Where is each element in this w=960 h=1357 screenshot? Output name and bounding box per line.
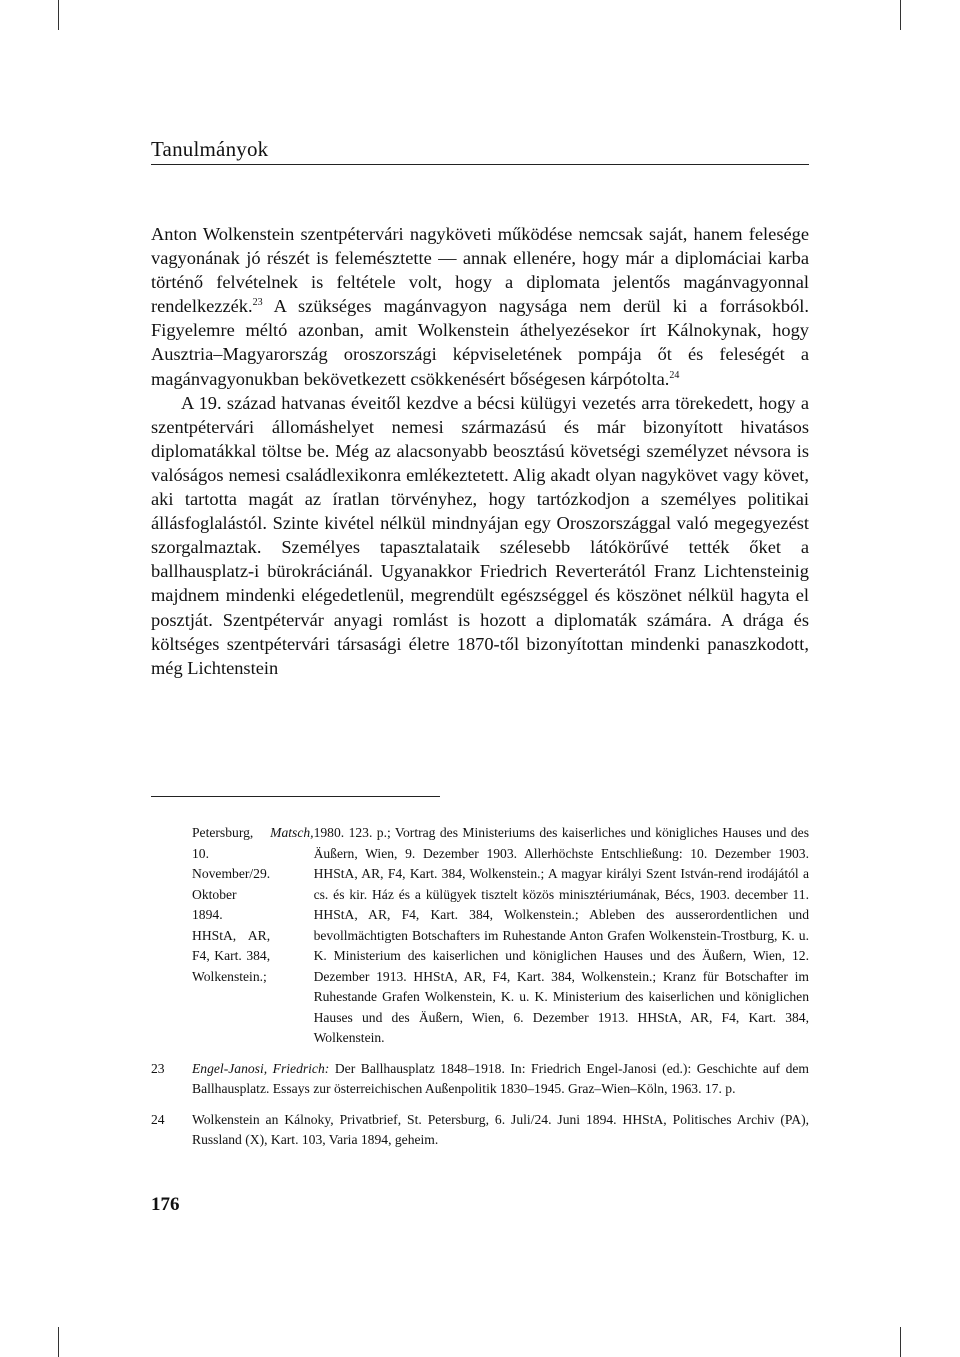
paragraph-1-part-a: Anton Wolkenstein szentpétervári nagyköveti működése nemcsak saját, hanem felesége vagyonának jó részét is felemésztette — annak ellenére, hogy már a diplomáciai karba történő felvételnek is feltétele volt, hogy a diplomata jelentős magánvagyonnal rendelkezzék.: [151, 224, 809, 317]
main-text: [151, 222, 809, 680]
footnote-24: [151, 1110, 809, 1151]
footnotes: [151, 823, 809, 1151]
footnote-continuation: [151, 823, 809, 1049]
footnote-text: [192, 1059, 809, 1100]
footnote-continuation-part-b: 1980. 123. p.; Vortrag des Ministeriums des kaiserliches und königliches Hauses und des Äußern, Wien, 9. Dezember 1903. Allerhöchste Entschließung: 10. Dezember 1903. HHStA, AR, F4, Kart. 384, Wolkenstein.; A magyar királyi Szent István-rend irodájától a cs. és kir. Ház és a külügyek tisztelt közös minisztériumának, Bécs, 1903. december 11. HHStA, AR, F4, Kart. 384, Wolkenstein.; Ableben des ausserordentlichen und bevollmächtigten Botschafters im Ruhestande Anton Grafen Wolkenstein-Trostburg, K. u. K. Ministerium des kaiserlichen und königlichen Hauses und des Äußern, Wien, 12. Dezember 1913. HHStA, AR, F4, Kart. 384, Wolkenstein.; Kranz für Botschafter im Ruhestande Grafen Wolkenstein, K. u. K. Ministerium des kaiserlichen und königlichen Hauses und des Äußern, Wien, 6. Dezember 1913. HHStA, AR, F4, Kart. 384, Wolkenstein.: [313, 825, 809, 1045]
footnote-ref-24[interactable]: 24: [669, 369, 680, 381]
footnote-number: 23: [151, 1060, 165, 1076]
footnote-continuation-italic: Matsch,: [270, 825, 314, 840]
footnote-body: Der Ballhausplatz 1848–1918. In: Friedrich Engel-Janosi (ed.): Geschichte auf dem Ballhausplatz. Essays zur österreichischen Außenpolitik 1830–1945. Graz–Wien–Köln, 1963. 17. p.: [192, 1060, 809, 1096]
section-title: Tanulmányok: [151, 137, 269, 161]
crop-mark-top-right: [900, 0, 901, 30]
paragraph-2: A 19. század hatvanas éveitől kezdve a bécsi külügyi vezetés arra törekedett, hogy a szentpétervári állomáshelyet nemesi származású és már bizonyított hivatásos diplomatákkal töltse be. Még az alacsonyabb beosztású követségi személyzet névsora is valóságos nemesi családlexikonra emlékeztetett. Alig akadt olyan nagykövet vagy követ, aki tartotta magát az íratlan törvényhez, hogy tartózkodjon a személyes politikai állásfoglalástól. Szinte kivétel nélkül mindnyájan egy Oroszországgal való megegyezést szorgalmaztak. Személyes tapasztalataik szélesebb látókörűvé tették őket a ballhausplatz-i bürokráciánál. Ugyanakkor Friedrich Reverterától Franz Lichtensteinig majdnem mindenki elégedetlenül, megrendült egészséggel és köszönet nélkül hagyta el posztját. Szentpétervár anyagi romlást is hozott a diplomaták számára. A drága és költséges szentpétervári társasági életre 1870-től bizonyítottan mindenki panaszkodott, még Lichtenstein: [151, 392, 809, 678]
footnote-ref-23[interactable]: 23: [252, 297, 263, 309]
footnote-separator: [151, 796, 440, 797]
header-rule: [151, 164, 809, 165]
crop-mark-bottom-left: [58, 1327, 59, 1357]
page-number: 176: [151, 1194, 180, 1215]
crop-mark-top-left: [58, 0, 59, 30]
footnote-text: Wolkenstein an Kálnoky, Privatbrief, St. Petersburg, 6. Juli/24. Juni 1894. HHStA, Politisches Archiv (PA), Russland (X), Kart. 103, Varia 1894, geheim.: [192, 1111, 809, 1147]
crop-mark-bottom-right: [900, 1327, 901, 1357]
footnote-23: [151, 1059, 809, 1100]
paragraph-1: [151, 222, 809, 391]
footnote-continuation-part-a: Petersburg, 10. November/29. Oktober 1894. HHStA, AR, F4, Kart. 384, Wolkenstein.;: [192, 825, 271, 984]
paragraph-1-part-b: A szükséges magánvagyon nagysága nem derül ki a forrásokból. Figyelemre méltó azonban, amit Wolkenstein áthelyezésekor írt Kálnokynak, hogy Ausztria–Magyarország oroszországi képviseletének pompája őt és feleségét a magánvagyonukban bekövetkezett csökkenésért bőségesen kárpótolta.: [151, 296, 809, 389]
footnote-author: Engel-Janosi, Friedrich:: [192, 1060, 330, 1076]
footnote-number: 24: [151, 1111, 165, 1127]
